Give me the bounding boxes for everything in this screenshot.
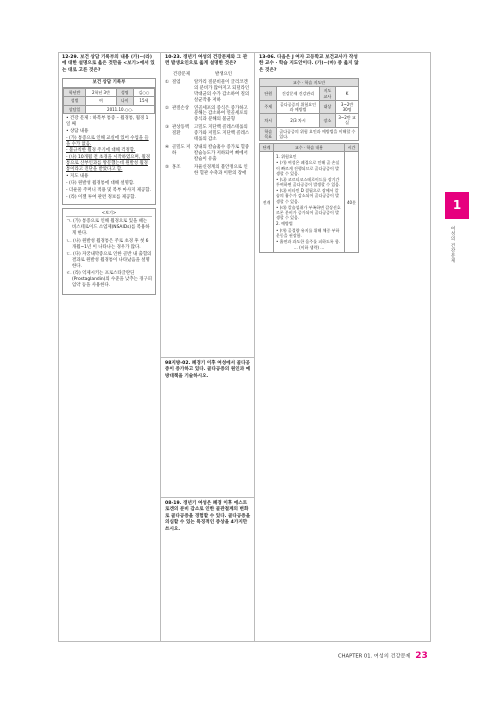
record-cell: 나이	[116, 97, 133, 105]
record-info-table	[63, 88, 155, 114]
stage-label: 전개	[260, 152, 274, 253]
bogi-box	[62, 208, 156, 295]
question-text: 폐경기 이후 여성에서 골다공증이 증가하고 있다. 골다공증의 원인과 예방대책을 기술하시오.	[165, 361, 251, 379]
option-5	[165, 165, 251, 177]
record-line: • 건강 문제 : 하복부 통증 – 월경통, 월경 1일 째	[66, 115, 149, 127]
record-cell: 성별	[64, 97, 86, 105]
option-value: 연골세포의 증식은 증가하고 분해는 감소하여 연골세포의 증식과 분해의 불균형	[194, 105, 248, 123]
plan-cell: 2/3 차시	[277, 114, 319, 127]
question-text: 다음은 J 여자 고등학교 보건교사가 작성한 교수 · 학습 지도안이다. (가)~(마) 중 옳지 않은 것은?	[259, 55, 359, 73]
stage-header-row	[260, 143, 359, 151]
stage-row	[260, 152, 359, 253]
question-text: 갱년기 여성의 건강문제와 그 관련 발생요인으로 옳게 설명한 것은?	[165, 55, 248, 67]
plan-cell: 지도교사	[319, 87, 336, 100]
question-12-29	[58, 52, 160, 76]
goal-label: 학습 목표	[260, 127, 277, 140]
bogi-item: ㄹ. (라) 억제시키는 프로스타글란딘(Prostaglandin)의 수준을 낮추는 경구피임약 등을 사용한다.	[66, 271, 152, 289]
option-3	[165, 125, 251, 143]
record-line: - (나) 10개월 전 초경을 시작하였으며, 월경통으로 산부인과를 방문했는데 원발성 월경통이라고 진단을 받았다고 함.	[66, 155, 150, 173]
record-line: - (다) 원발성 월경통에 대해 설명함.	[66, 181, 135, 187]
page-number: 23	[415, 651, 428, 661]
record-title: 보건 상담 기록부	[63, 79, 155, 88]
stage-header: 교수 · 학습 내용	[274, 143, 345, 151]
stage-time: 40분	[345, 152, 359, 253]
option-number: ⑤	[165, 164, 169, 170]
record-row	[64, 97, 155, 105]
option-value: 알카리 질분비물이 글리코겐의 분비가 많아지고 되덜라인막대균의 수가 감소하여 질의 살균작용 저하	[194, 79, 250, 103]
option-number: ②	[165, 105, 169, 111]
content-line: … (이하 생략) …	[293, 245, 325, 251]
lesson-plan-table	[259, 78, 359, 141]
question-10-23	[161, 52, 255, 358]
bogi-item: ㄷ. (다) 자궁내막증으로 인한 골반 내 출혈의 결과로 원발성 월경통이 나타났음을 설명한다.	[66, 252, 152, 269]
content-line: 2. 예방법	[276, 221, 293, 227]
question-98-02	[161, 358, 255, 498]
content-line: • (마) 골절량 유지를 위해 체중 부하 운동을 권장함.	[276, 227, 340, 238]
option-2	[165, 106, 251, 124]
record-line: - 불규칙한 월경 주기에 대해 걱정함.	[66, 148, 136, 154]
question-column-1	[58, 52, 161, 642]
goal-text: 골다공증의 위험 요인과 예방법을 이해할 수 있다.	[277, 127, 359, 140]
content-line: • (다) 비타민 D 결핍으로 장에서 칼슘의 흡수가 감소되어 골다공증이 발생할 수 있음.	[276, 188, 340, 204]
option-key: 관절손상	[172, 105, 189, 111]
record-cell: 2학년 3반	[86, 89, 117, 97]
bogi-item: ㄱ. (가) 통증으로 인해 월경으로 있을 때는 비스테로이드 소염제(NSAIDs)를 복용하게 한다.	[66, 219, 150, 237]
counseling-record	[62, 78, 156, 205]
record-body	[63, 114, 155, 204]
plan-cell: 3~2반 30명	[336, 100, 359, 113]
plan-cell: 차시	[260, 114, 277, 127]
header-health-problem: 건강문제	[173, 71, 190, 77]
question-header	[161, 498, 255, 535]
question-number: 08-19.	[165, 501, 182, 506]
plan-row	[260, 87, 359, 100]
stage-table	[259, 143, 359, 253]
option-key: 골밀도 저하	[172, 145, 191, 157]
stage-content	[274, 152, 345, 253]
record-line: - 더운물 주머니 적용 및 복부 마사지 제공함.	[66, 188, 151, 194]
question-08-19	[161, 498, 255, 642]
plan-title-row	[260, 79, 359, 87]
plan-row	[260, 100, 359, 113]
plan-cell: 대상	[319, 100, 336, 113]
question-13-06	[255, 52, 365, 76]
option-number: ④	[165, 145, 169, 151]
plan-cell: 건강문제 건강관리	[277, 87, 319, 100]
content-line: • (라) 칼슘섭취가 부족하면 갑상선호르몬 분비가 증가되어 골다공증이 발생할 수 있음.	[276, 204, 341, 221]
option-key: 홍조	[172, 164, 181, 170]
plan-goal-row	[260, 127, 359, 140]
content-line: 1. 위험요인	[276, 154, 297, 160]
stage-header: 단계	[260, 143, 274, 151]
plan-cell: 단원	[260, 87, 277, 100]
content-line: • (가) 여성은 폐경으로 인해 골 손실이 빠르게 진행되므로 골다공증이 발생할 수 있음.	[276, 160, 340, 176]
record-date-value: 2011.10.○○.	[86, 105, 155, 113]
question-column-3	[255, 52, 431, 642]
content-line: • (나) 코르티코스테로이드를 장기간 투여하면 골다공증이 발생할 수 있음.	[276, 176, 341, 188]
record-row	[64, 105, 155, 113]
option-number: ①	[165, 79, 169, 85]
content-line: • 흡연과 과도한 음주를 피하도록 함.	[276, 238, 341, 244]
option-key: 질염	[172, 79, 181, 85]
question-header	[161, 358, 255, 382]
record-line: • 상담 내용	[66, 128, 89, 134]
record-row	[64, 89, 155, 97]
plan-cell: 3~2반 교실	[336, 114, 359, 127]
header-cause: 발생요인	[215, 71, 232, 77]
footer-chapter-label: CHAPTER 01. 여성의 건강문제	[338, 653, 411, 660]
option-1	[165, 80, 251, 104]
plan-cell: 장소	[319, 114, 336, 127]
page-footer	[338, 650, 428, 662]
question-number: 98지방-02.	[165, 361, 191, 366]
question-number: 10-23.	[165, 55, 182, 60]
record-line: - (라) 이젤 투여 관련 정보를 제공함.	[66, 195, 136, 201]
record-cell: 학년반	[64, 89, 86, 97]
option-key: 관상동맥 질환	[172, 125, 189, 137]
question-text: 보건 상담 기록부의 내용 (가)~(라)에 대한 설명으로 옳은 것만을 <보기>에서 있는 대로 고른 것은?	[62, 55, 155, 73]
question-column-2	[161, 52, 255, 642]
question-header	[161, 52, 255, 70]
plan-title: 교수 · 학습 지도안	[260, 79, 359, 87]
bogi-title: <보기>	[66, 209, 152, 217]
plan-cell: 골다공증의 위험요인과 예방법	[277, 100, 319, 113]
plan-row	[260, 114, 359, 127]
option-value: 장내의 칼슘흡수 증가로 혈중 칼슘농도가 저하되어 뼈에서 칼슘이 유출	[194, 145, 250, 163]
question-number: 13-06.	[259, 55, 276, 60]
record-cell: 성명	[116, 89, 133, 97]
record-line: - (가) 통증으로 인해 교실에 있어 수업을 들을 수가 없음.	[66, 135, 149, 147]
record-line: • 지도 내용	[66, 174, 89, 180]
bogi-item: ㄴ. (나) 원발성 월경통은 주로 초경 후 첫 6개월~1년 이 나타나는 경우가 많다.	[66, 238, 149, 250]
option-value: 자율신경계의 불안정으로 인한 혈관 수축과 이완의 장애	[194, 164, 248, 176]
question-text: 갱년기 여성은 폐경 이후 에스트로겐의 분비 감소로 인한 골관절계의 변화로 골다공증을 경험할 수 있다. 골다공증을 의심할 수 있는 특징적인 증상을 4가지만 쓰시오.	[165, 501, 251, 532]
plan-cell: 주제	[260, 100, 277, 113]
options-header	[167, 72, 251, 78]
option-value: 고밀도 지단백 콜레스테롤의 증가와 저밀도 지단백 콜레스테롤의 감소	[194, 125, 250, 143]
chapter-side-title: 여성의 건강문제	[450, 226, 456, 263]
record-cell: 15세	[133, 97, 154, 105]
lesson-plan	[259, 78, 359, 253]
record-date-label: 상담일	[64, 105, 86, 113]
question-number: 12-29.	[62, 55, 79, 60]
record-cell: 여	[86, 97, 117, 105]
chapter-tab: 1	[445, 192, 469, 219]
stage-header: 시간	[345, 143, 359, 151]
plan-cell: K	[336, 87, 359, 100]
option-number: ③	[165, 125, 169, 131]
record-cell: 김○○	[133, 89, 154, 97]
option-4	[165, 145, 251, 163]
